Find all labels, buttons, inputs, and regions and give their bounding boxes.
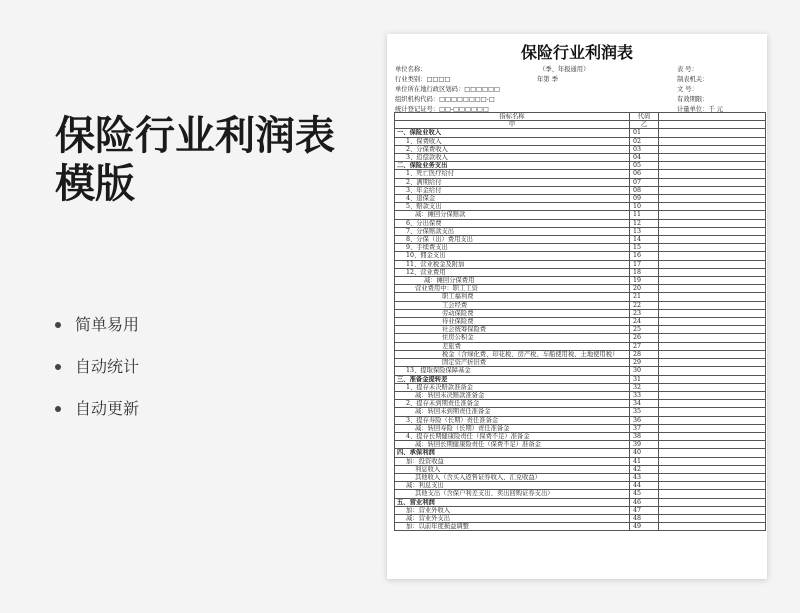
row-code: 49 (630, 523, 659, 531)
table-row (395, 178, 766, 186)
row-label: 减：营业外支出 (395, 514, 630, 522)
table-row (395, 465, 766, 473)
row-code: 21 (630, 293, 659, 301)
table-row (395, 457, 766, 465)
feature-list (55, 312, 139, 438)
table-row (395, 506, 766, 514)
row-label: 加：营业外收入 (395, 506, 630, 514)
row-label: 5、赔款支出 (395, 203, 630, 211)
row-value[interactable] (659, 490, 766, 498)
row-label: 住房公积金 (395, 334, 630, 342)
row-code: 03 (630, 145, 659, 153)
row-label: 待业保险费 (395, 318, 630, 326)
table-row (395, 309, 766, 317)
row-code: 44 (630, 482, 659, 490)
meta-industry: 行业类别：□□□□ (395, 76, 451, 83)
document-title: 保险行业利润表 (520, 43, 633, 62)
row-value[interactable] (659, 236, 766, 244)
row-label: 减：摊回分保赔款 (395, 211, 630, 219)
row-code: 33 (630, 391, 659, 399)
row-value[interactable] (659, 186, 766, 194)
row-value[interactable] (659, 285, 766, 293)
row-label: 一、保险业收入 (395, 129, 630, 137)
feature-item (55, 354, 139, 396)
row-label: 三、准备金提转差 (395, 375, 630, 383)
row-code: 32 (630, 383, 659, 391)
row-value[interactable] (659, 506, 766, 514)
row-label: 2、分保费收入 (395, 145, 630, 153)
row-label: 10、佣金支出 (395, 252, 630, 260)
row-value[interactable] (659, 350, 766, 358)
feature-item (55, 396, 139, 438)
bullet-dot-icon (55, 406, 61, 412)
table-row (395, 277, 766, 285)
row-code: 28 (630, 350, 659, 358)
table-row (395, 498, 766, 506)
row-label: 7、分保赔款支出 (395, 227, 630, 235)
row-value[interactable] (659, 178, 766, 186)
row-value[interactable] (659, 309, 766, 317)
table-header-row (395, 113, 766, 121)
row-code: 36 (630, 416, 659, 424)
row-label: 劳动保险费 (395, 309, 630, 317)
table-row (395, 285, 766, 293)
bullet-dot-icon (55, 322, 61, 328)
table-row (395, 326, 766, 334)
row-value[interactable] (659, 342, 766, 350)
table-row (395, 162, 766, 170)
row-code: 29 (630, 359, 659, 367)
table-row (395, 408, 766, 416)
row-code: 48 (630, 514, 659, 522)
table-row (395, 334, 766, 342)
row-code: 10 (630, 203, 659, 211)
row-value[interactable] (659, 260, 766, 268)
table-row (395, 145, 766, 153)
table-row (395, 416, 766, 424)
row-label: 6、分出保费 (395, 219, 630, 227)
row-label: 3、提存寿险（长期）责任准备金 (395, 416, 630, 424)
table-subheader-row (395, 121, 766, 129)
row-value[interactable] (659, 482, 766, 490)
row-code: 11 (630, 211, 659, 219)
row-code: 38 (630, 432, 659, 440)
row-value[interactable] (659, 301, 766, 309)
table-row (395, 227, 766, 235)
row-label: 减：利息支出 (395, 482, 630, 490)
row-label: 11、营业税金及附加 (395, 260, 630, 268)
row-label: 职工福利费 (395, 293, 630, 301)
feature-label: 自动统计 (75, 357, 140, 376)
bullet-dot-icon (55, 364, 61, 370)
row-value[interactable] (659, 416, 766, 424)
meta-issuer: 制表机关： (677, 76, 709, 83)
row-value[interactable] (659, 277, 766, 285)
row-value[interactable] (659, 375, 766, 383)
row-code: 27 (630, 342, 659, 350)
table-row (395, 211, 766, 219)
row-label: 减：摊回分保费用 (395, 277, 630, 285)
table-row (395, 186, 766, 194)
hero-title (55, 112, 375, 208)
row-label: 1、保费收入 (395, 137, 630, 145)
row-value[interactable] (659, 473, 766, 481)
row-value[interactable] (659, 211, 766, 219)
table-row (395, 129, 766, 137)
row-value[interactable] (659, 227, 766, 235)
row-value[interactable] (659, 252, 766, 260)
row-value[interactable] (659, 244, 766, 252)
table-row (395, 473, 766, 481)
row-value[interactable] (659, 408, 766, 416)
meta-form-no: 表 号： (677, 66, 698, 73)
subheader-code: 乙 (630, 121, 659, 129)
row-value[interactable] (659, 129, 766, 137)
row-code: 05 (630, 162, 659, 170)
row-label: 9、手续费支出 (395, 244, 630, 252)
document-preview (387, 34, 767, 579)
meta-period-note: （季、年报通用） (539, 66, 590, 73)
row-value[interactable] (659, 424, 766, 432)
row-value[interactable] (659, 383, 766, 391)
table-body (395, 129, 766, 531)
row-value[interactable] (659, 137, 766, 145)
row-value[interactable] (659, 449, 766, 457)
row-value[interactable] (659, 170, 766, 178)
table-row (395, 293, 766, 301)
row-label: 利息收入 (395, 465, 630, 473)
row-code: 45 (630, 490, 659, 498)
row-code: 47 (630, 506, 659, 514)
row-code: 22 (630, 301, 659, 309)
row-label: 五、营业利润 (395, 498, 630, 506)
row-code: 34 (630, 400, 659, 408)
row-label: 社会统筹保险费 (395, 326, 630, 334)
table-row (395, 219, 766, 227)
meta-unit-name: 单位名称： (395, 66, 427, 73)
row-value[interactable] (659, 162, 766, 170)
table-row (395, 350, 766, 358)
row-code: 40 (630, 449, 659, 457)
row-label: 1、提存未决赔款准备金 (395, 383, 630, 391)
row-code: 25 (630, 326, 659, 334)
row-code: 41 (630, 457, 659, 465)
row-code: 04 (630, 154, 659, 162)
feature-item (55, 312, 139, 354)
row-code: 06 (630, 170, 659, 178)
row-label: 加：投资收益 (395, 457, 630, 465)
row-label: 3、追偿款收入 (395, 154, 630, 162)
row-label: 13、提取保险保障基金 (395, 367, 630, 375)
row-label: 加：以前年度损益调整 (395, 523, 630, 531)
table-row (395, 252, 766, 260)
meta-org-code: 组织机构代码：□□□□□□□□-□ (395, 96, 495, 103)
row-value[interactable] (659, 268, 766, 276)
header-value (659, 113, 766, 121)
row-code: 26 (630, 334, 659, 342)
table-row (395, 244, 766, 252)
row-code: 19 (630, 277, 659, 285)
row-label: 营业费用中：职工工资 (395, 285, 630, 293)
row-label: 减：转回寿险（长期）责任准备金 (395, 424, 630, 432)
feature-label: 简单易用 (75, 315, 140, 334)
row-value[interactable] (659, 441, 766, 449)
row-value[interactable] (659, 318, 766, 326)
table-row (395, 301, 766, 309)
row-code: 17 (630, 260, 659, 268)
row-code: 39 (630, 441, 659, 449)
table-row (395, 391, 766, 399)
row-value[interactable] (659, 432, 766, 440)
row-value[interactable] (659, 195, 766, 203)
row-value[interactable] (659, 359, 766, 367)
row-value[interactable] (659, 367, 766, 375)
table-row (395, 268, 766, 276)
row-code: 20 (630, 285, 659, 293)
row-label: 减：转回未决赔款准备金 (395, 391, 630, 399)
row-label: 2、提存未到期责任准备金 (395, 400, 630, 408)
row-label: 8、分保（出）费用支出 (395, 236, 630, 244)
table-row (395, 400, 766, 408)
table-row (395, 449, 766, 457)
row-code: 02 (630, 137, 659, 145)
row-value[interactable] (659, 154, 766, 162)
row-code: 31 (630, 375, 659, 383)
row-value[interactable] (659, 514, 766, 522)
table-row (395, 375, 766, 383)
table-row (395, 523, 766, 531)
table-row (395, 482, 766, 490)
row-value[interactable] (659, 334, 766, 342)
row-label: 工会经费 (395, 301, 630, 309)
row-code: 46 (630, 498, 659, 506)
row-value[interactable] (659, 326, 766, 334)
hero-title-line2: 模版 (55, 161, 135, 207)
row-label: 4、退保金 (395, 195, 630, 203)
table-row (395, 342, 766, 350)
feature-label: 自动更新 (75, 399, 140, 418)
row-code: 09 (630, 195, 659, 203)
table-row (395, 441, 766, 449)
row-label: 减：转回未到期责任准备金 (395, 408, 630, 416)
row-label: 固定资产折旧费 (395, 359, 630, 367)
row-code: 08 (630, 186, 659, 194)
row-code: 23 (630, 309, 659, 317)
table-row (395, 170, 766, 178)
header-indicator-name: 指标名称 (395, 113, 630, 121)
row-code: 18 (630, 268, 659, 276)
row-code: 07 (630, 178, 659, 186)
hero-title-line1: 保险行业利润表 (55, 113, 335, 159)
row-code: 12 (630, 219, 659, 227)
table-row (395, 490, 766, 498)
row-label: 3、年金给付 (395, 186, 630, 194)
row-code: 01 (630, 129, 659, 137)
income-statement-table (394, 112, 766, 531)
table-row (395, 432, 766, 440)
row-code: 42 (630, 465, 659, 473)
row-value[interactable] (659, 400, 766, 408)
header-code: 代码 (630, 113, 659, 121)
row-value[interactable] (659, 498, 766, 506)
row-label: 12、营业费用 (395, 268, 630, 276)
table-row (395, 318, 766, 326)
row-label: 其他收入（含买入返售证券收入、汇兑收益） (395, 473, 630, 481)
row-label: 1、死亡医疗给付 (395, 170, 630, 178)
row-label: 税金（含绿化费、印花税、房产税、车船使用税、土地使用税） (395, 350, 630, 358)
row-label: 二、保险业务支出 (395, 162, 630, 170)
row-label: 其他支出（含保户利差支出、卖出回购证券支出） (395, 490, 630, 498)
row-label: 差旅费 (395, 342, 630, 350)
row-code: 24 (630, 318, 659, 326)
row-code: 15 (630, 244, 659, 252)
row-value[interactable] (659, 465, 766, 473)
row-value[interactable] (659, 391, 766, 399)
row-value[interactable] (659, 523, 766, 531)
table-row (395, 195, 766, 203)
row-label: 4、提存长期健康险责任（保费不足）准备金 (395, 432, 630, 440)
row-value[interactable] (659, 293, 766, 301)
row-code: 37 (630, 424, 659, 432)
table-row (395, 359, 766, 367)
row-code: 35 (630, 408, 659, 416)
row-label: 减：转回长期健康险责任（保费不足）准备金 (395, 441, 630, 449)
row-value[interactable] (659, 203, 766, 211)
table-row (395, 154, 766, 162)
meta-region-code: 单位所在地行政区划码：□□□□□□ (395, 86, 500, 93)
row-code: 16 (630, 252, 659, 260)
row-code: 13 (630, 227, 659, 235)
row-value[interactable] (659, 457, 766, 465)
row-code: 30 (630, 367, 659, 375)
row-label: 四、承保利润 (395, 449, 630, 457)
meta-validity: 有效期限： (677, 96, 709, 103)
subheader-value (659, 121, 766, 129)
table-row (395, 236, 766, 244)
table-row (395, 203, 766, 211)
row-code: 14 (630, 236, 659, 244)
row-label: 2、满期给付 (395, 178, 630, 186)
row-value[interactable] (659, 145, 766, 153)
meta-quarter: 年第 季 (537, 76, 558, 83)
meta-unit: 计量单位：千 元 (677, 106, 724, 113)
meta-registration: 统计登记证号：□□-□□□□□□ (395, 106, 489, 113)
table-row (395, 514, 766, 522)
meta-doc-no: 文 号： (677, 86, 698, 93)
table-row (395, 424, 766, 432)
table-row (395, 383, 766, 391)
table-row (395, 137, 766, 145)
table-row (395, 367, 766, 375)
row-code: 43 (630, 473, 659, 481)
table-row (395, 260, 766, 268)
subheader-name: 甲 (395, 121, 630, 129)
row-value[interactable] (659, 219, 766, 227)
